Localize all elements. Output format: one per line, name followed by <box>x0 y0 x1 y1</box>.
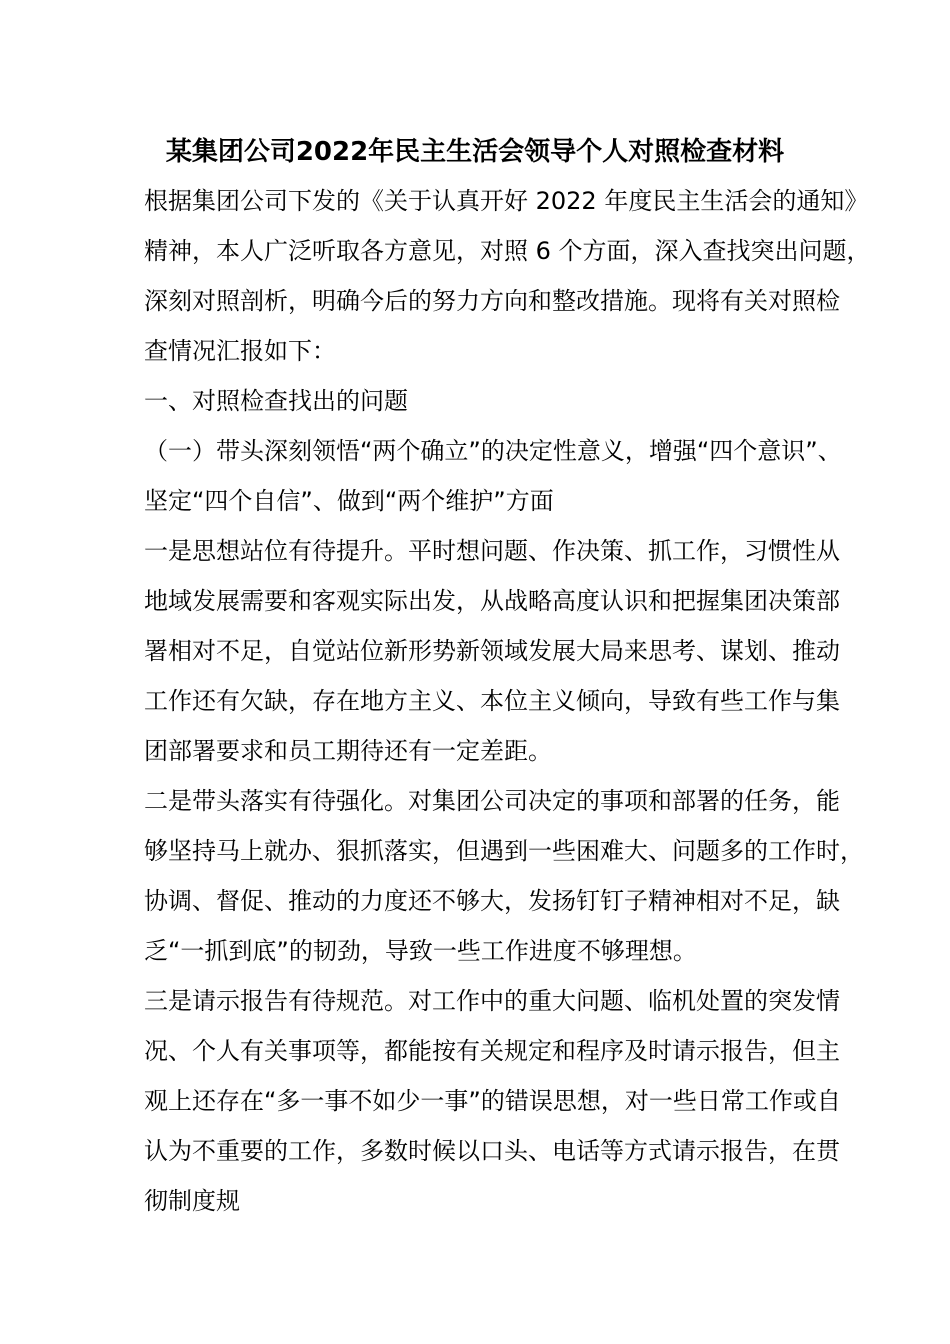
body-line: 观上还存在“多一事不如少一事”的错误思想，对一些日常工作或自 <box>144 1087 841 1115</box>
body-line: 团部署要求和员工期待还有一定差距。 <box>144 737 552 765</box>
body-line: 协调、督促、推动的力度还不够大，发扬钉钉子精神相对不足，缺 <box>144 887 840 915</box>
body-line: 工作还有欠缺，存在地方主义、本位主义倾向，导致有些工作与集 <box>144 687 840 715</box>
body-line: 彻制度规 <box>144 1187 240 1215</box>
document-title: 某集团公司2022年民主生活会领导个人对照检查材料 <box>165 137 785 167</box>
body-line: 二是带头落实有待强化。对集团公司决定的事项和部署的任务，能 <box>144 787 840 815</box>
body-line: 根据集团公司下发的《关于认真开好 2022 年度民主生活会的通知》 <box>144 187 869 215</box>
body-line: 地域发展需要和客观实际出发，从战略高度认识和把握集团决策部 <box>144 587 840 615</box>
body-line: 署相对不足，自觉站位新形势新领域发展大局来思考、谋划、推动 <box>144 637 840 665</box>
document-body <box>144 176 871 1226</box>
body-line: 乏“一抓到底”的韧劲，导致一些工作进度不够理想。 <box>144 937 697 965</box>
body-line: 一是思想站位有待提升。平时想问题、作决策、抓工作，习惯性从 <box>144 537 840 565</box>
body-line: 况、个人有关事项等，都能按有关规定和程序及时请示报告，但主 <box>144 1037 840 1065</box>
body-line: 深刻对照剖析，明确今后的努力方向和整改措施。现将有关对照检 <box>144 287 840 315</box>
body-line: 查情况汇报如下： <box>144 337 336 365</box>
body-line: 三是请示报告有待规范。对工作中的重大问题、临机处置的突发情 <box>144 987 840 1015</box>
body-line: 精神，本人广泛听取各方意见，对照 6 个方面，深入查找突出问题， <box>144 237 871 265</box>
body-line: 够坚持马上就办、狠抓落实，但遇到一些困难大、问题多的工作时， <box>144 837 864 865</box>
subsection-heading: （一）带头深刻领悟“两个确立”的决定性意义，增强“四个意识”、 <box>144 437 842 465</box>
section-heading: 一、对照检查找出的问题 <box>144 387 408 415</box>
body-line: 认为不重要的工作，多数时候以口头、电话等方式请示报告，在贯 <box>144 1137 840 1165</box>
subsection-heading: 坚定“四个自信”、做到“两个维护”方面 <box>144 487 554 515</box>
